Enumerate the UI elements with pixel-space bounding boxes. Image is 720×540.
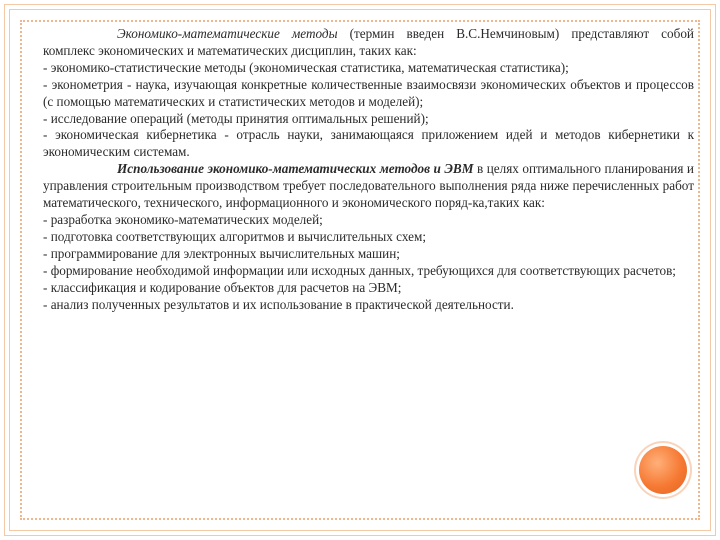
section2-heading-rest: в целях оптимального планирования и управления строительным производством требует последовательного выполнения ряда ниже перечисленных работ математического, технического, информационного и экономического поряд-ка,таких как: (43, 161, 694, 211)
section1-heading-rest: (термин введен В.С.Немчиновым) представляют собой комплекс экономических и математических дисциплин, таких как: (43, 26, 694, 58)
section2-item: - классификация и кодирование объектов для расчетов на ЭВМ; (43, 279, 402, 295)
section1-intro (43, 26, 694, 60)
slide-border-left (20, 20, 22, 520)
section2-item: - разработка экономико-математических моделей; (43, 211, 323, 227)
section1-heading: Экономико-математические методы (117, 26, 338, 41)
section2-item: - формирование необходимой информации или исходных данных, требующихся для соответствующих расчетов; (43, 262, 676, 278)
slide-border-bottom (20, 518, 700, 520)
slide-text (43, 26, 694, 313)
section1-item: - исследование операций (методы принятия оптимальных решений); (43, 110, 429, 126)
section2-intro (43, 161, 694, 212)
slide-border-top (20, 20, 700, 22)
section2-heading: Использование экономико-математических методов и ЭВМ (117, 161, 474, 177)
section2-item: - программирование для электронных вычислительных машин; (43, 245, 400, 261)
section2-item: - подготовка соответствующих алгоритмов и вычислительных схем; (43, 228, 426, 244)
decorative-orange-circle (639, 446, 687, 494)
section2-item: - анализ полученных результатов и их использование в практической деятельности. (43, 296, 514, 312)
section1-item: - эконометрия - наука, изучающая конкретные количественные взаимосвязи экономических объектов и процессов (с помощью математических и статистических методов и моделей); (43, 76, 694, 109)
slide-border-right (698, 20, 700, 520)
section1-item: - экономико-статистические методы (экономическая статистика, математическая статистика); (43, 59, 569, 75)
section1-item: - экономическая кибернетика - отрасль науки, занимающаяся приложением идей и методов кибернетики к экономическим системам. (43, 127, 694, 160)
